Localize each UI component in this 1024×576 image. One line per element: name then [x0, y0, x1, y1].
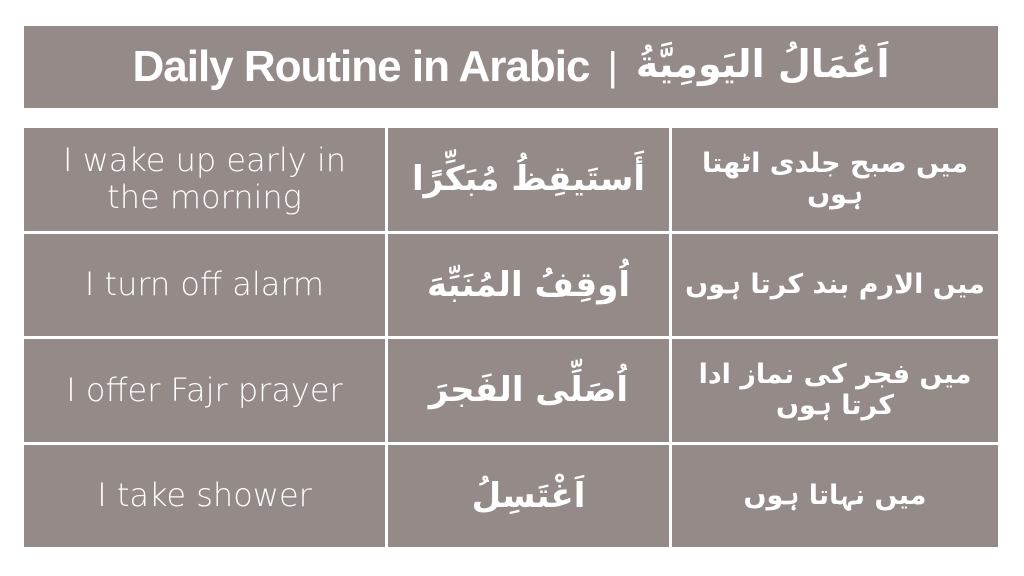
- english-phrase-cell: I take shower: [24, 445, 385, 548]
- urdu-phrase-cell: میں نہاتا ہوں: [672, 445, 998, 548]
- arabic-phrase-cell: اُوقِفُ المُنَبِّهَ: [388, 234, 669, 337]
- urdu-phrase-cell: میں صبح جلدی اٹھتا ہوں: [672, 128, 998, 231]
- english-phrase-cell: I turn off alarm: [24, 234, 385, 337]
- arabic-phrase-cell: اُصَلِّى الفَجرَ: [388, 339, 669, 442]
- title-banner: [24, 26, 998, 108]
- urdu-phrase-cell: میں فجر کی نماز ادا کرتا ہوں: [672, 339, 998, 442]
- arabic-phrase-cell: اَغْتَسِلُ: [388, 445, 669, 548]
- arabic-phrase-cell: أَستَيقِظُ مُبَكِّرًا: [388, 128, 669, 231]
- urdu-phrase-cell: میں الارم بند کرتا ہوں: [672, 234, 998, 337]
- page-title-arabic: اَعُمَالُ اليَومِيَّةُ: [635, 42, 890, 86]
- english-phrase-cell: I wake up early in the morning: [24, 128, 385, 231]
- phrase-table: [24, 128, 998, 547]
- page-title: Daily Routine in Arabic: [132, 42, 590, 91]
- english-phrase-cell: I offer Fajr prayer: [24, 339, 385, 442]
- title-separator: |: [607, 44, 618, 89]
